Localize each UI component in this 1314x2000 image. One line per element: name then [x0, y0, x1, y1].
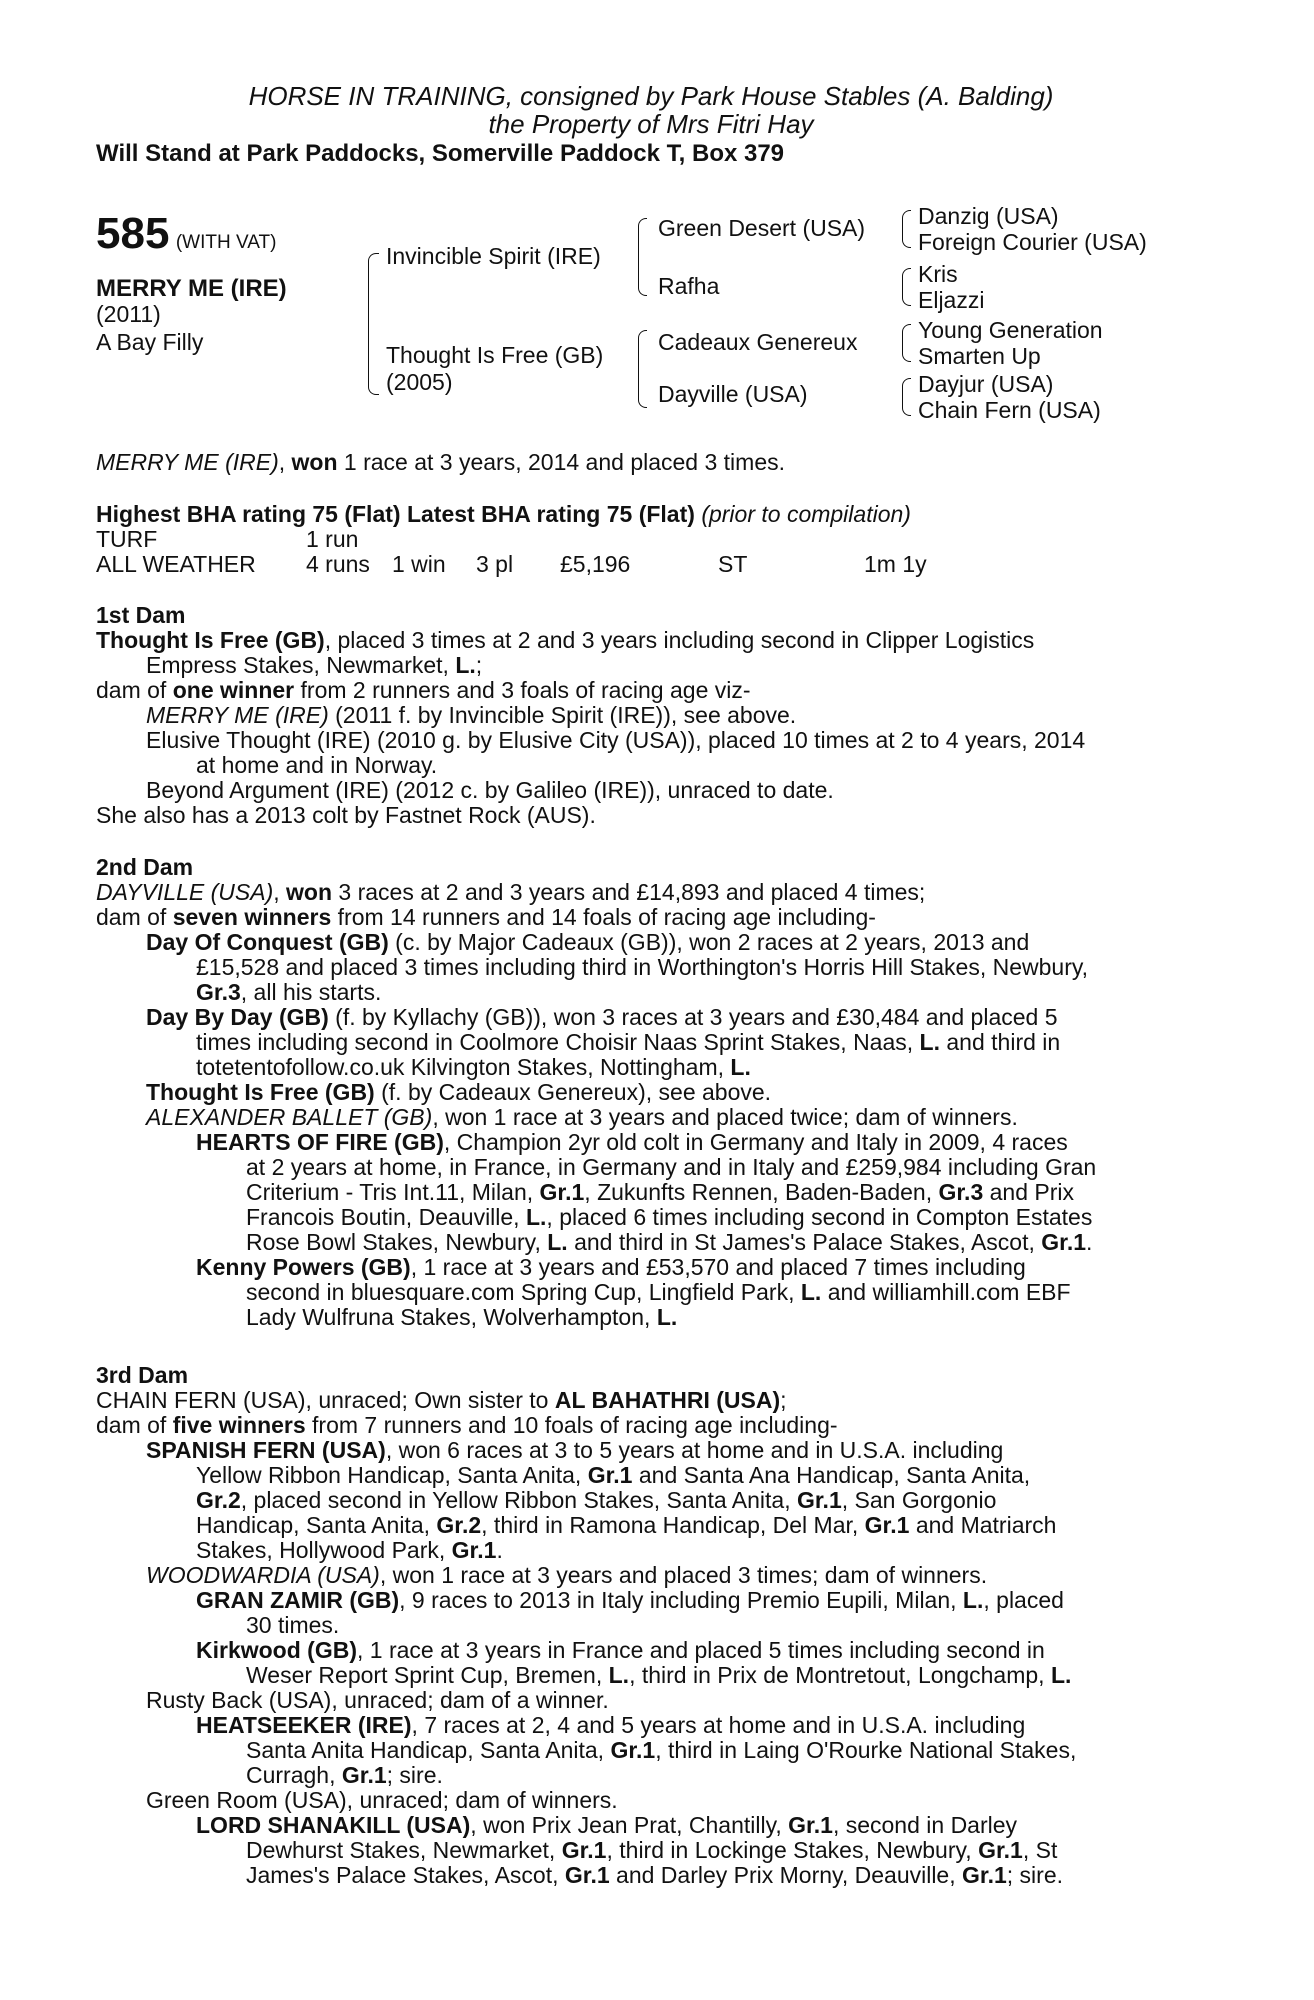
pedigree-dam: Thought Is Free (GB) — [386, 342, 604, 368]
lot-number-row — [96, 209, 277, 258]
second-dam-heading: 2nd Dam — [96, 854, 194, 880]
rating-line: Highest BHA rating 75 (Flat) Latest BHA rating 75 (Flat) (prior to compilation) — [96, 501, 911, 527]
third-dam-section: 3rd Dam CHAIN FERN (USA), unraced; Own sister to AL BAHATHRI (USA); dam of five winners from 7 runners and 10 foals of racing age including- SPANISH FERN (USA), won 6 races at 3 to 5 years at home and in U.S.A. including Yellow Ribbon Handicap, Santa Anita, Gr.1 and Santa Ana Handicap, Santa Anita, Gr.2, placed second in Yellow Ribbon Stakes, Santa Anita, Gr.1, San Gorgonio Handicap, Santa Anita, Gr.2, third in Ramona Handicap, Del Mar, Gr.1 and Matriarch Stakes, Hollywood Park, Gr.1. WOODWARDIA (USA), won 1 race at 3 years and placed 3 times; dam of winners. GRAN ZAMIR (GB), 9 races to 2013 in Italy including Premio Eupili, Milan, L., placed 30 times. Kirkwood (GB), 1 race at 3 years in France and placed 5 times including second in Weser Report Sprint Cup, Bremen, L., third in Prix de Montretout, Longchamp, L. Rusty Back (USA), unraced; dam of a winner. HEATSEEKER (IRE), 7 races at 2, 4 and 5 years at home and in U.S.A. including Santa Anita Handicap, Santa Anita, Gr.1, third in Laing O'Rourke National Stakes, Curragh, Gr.1; sire. Green Room (USA), unraced; dam of winners. LORD SHANAKILL (USA), won Prix Jean Prat, Chantilly, Gr.1, second in Darley Dewhurst Stakes, Newmarket, Gr.1, third in Lockinge Stakes, Newbury, Gr.1, St James's Palace Stakes, Ascot, Gr.1 and Darley Prix Morny, Deauville, Gr.1; sire. — [96, 1363, 1206, 1888]
horse-description: A Bay Filly — [96, 329, 204, 355]
turf-runs: 1 run — [306, 526, 359, 552]
vat-note: (WITH VAT) — [175, 232, 277, 253]
bracket-dd — [902, 378, 911, 416]
pedigree-dd: Dayville (USA) — [658, 381, 808, 407]
aw-placed: 3 pl — [476, 551, 514, 577]
aw-wins: 1 win — [392, 551, 446, 577]
horse-year: (2011) — [96, 301, 161, 327]
aw-distance: 1m 1y — [864, 551, 927, 577]
lot-number: 585 — [96, 209, 170, 258]
bracket-sd — [902, 268, 911, 306]
first-dam-heading: 1st Dam — [96, 602, 186, 628]
aw-money: £5,196 — [560, 551, 631, 577]
property-line: the Property of Mrs Fitri Hay — [488, 109, 814, 139]
pedigree-sd: Rafha — [658, 273, 720, 299]
pedigree-dds: Dayjur (USA) — [918, 371, 1054, 397]
bracket-main — [368, 253, 379, 395]
pedigree-dsd: Smarten Up — [918, 343, 1041, 369]
bracket-ds — [902, 324, 911, 362]
aw-label: ALL WEATHER — [96, 551, 256, 577]
pedigree-sire: Invincible Spirit (IRE) — [386, 243, 601, 269]
race-summary: MERRY ME (IRE), won 1 race at 3 years, 2014 and placed 3 times. — [96, 449, 786, 475]
pedigree-ssd: Foreign Courier (USA) — [918, 229, 1147, 255]
third-dam-heading: 3rd Dam — [96, 1362, 189, 1388]
aw-runs: 4 runs — [306, 551, 370, 577]
second-dam-section: 2nd Dam DAYVILLE (USA), won 3 races at 2 and 3 years and £14,893 and placed 4 times; dam of seven winners from 14 runners and 14 foals of racing age including- Day Of Conquest (GB) (c. by Major Cadeaux (GB)), won 2 races at 2 years, 2013 and £15,528 and placed 3 times including third in Worthington's Horris Hill Stakes, Newbury, Gr.3, all his starts. Day By Day (GB) (f. by Kyllachy (GB)), won 3 races at 3 years and £30,484 and placed 5 times including second in Coolmore Choisir Naas Sprint Stakes, Naas, L. and third in totetentofollow.co.uk Kilvington Stakes, Nottingham, L. Thought Is Free (GB) (f. by Cadeaux Genereux), see above. ALEXANDER BALLET (GB), won 1 race at 3 years and placed twice; dam of winners. HEARTS OF FIRE (GB), Champion 2yr old colt in Germany and Italy in 2009, 4 races at 2 years at home, in France, in Germany and in Italy and £259,984 including Gran Criterium - Tris Int.11, Milan, Gr.1, Zukunfts Rennen, Baden-Baden, Gr.3 and Prix Francois Boutin, Deauville, L., placed 6 times including second in Compton Estates Rose Bowl Stakes, Newbury, L. and third in St James's Palace Stakes, Ascot, Gr.1. Kenny Powers (GB), 1 race at 3 years and £53,570 and placed 7 times including second in bluesquare.com Spring Cup, Lingfield Park, L. and williamhill.com EBF Lady Wulfruna Stakes, Wolverhampton, L. — [96, 855, 1206, 1330]
turf-label: TURF — [96, 526, 158, 552]
bracket-ss — [902, 210, 911, 248]
pedigree-sss: Danzig (USA) — [918, 203, 1059, 229]
bracket-dam — [638, 330, 647, 408]
pedigree-ds: Cadeaux Genereux — [658, 329, 858, 355]
pedigree-dam-year: (2005) — [386, 369, 453, 395]
pedigree-ddd: Chain Fern (USA) — [918, 397, 1101, 423]
consignment-line: HORSE IN TRAINING, consigned by Park House Stables (A. Balding) — [248, 81, 1054, 111]
pedigree-dss: Young Generation — [918, 317, 1103, 343]
aw-surface: ST — [718, 551, 748, 577]
stand-location: Will Stand at Park Paddocks, Somerville Paddock T, Box 379 — [96, 140, 785, 167]
bracket-sire — [638, 218, 647, 296]
pedigree-sdd: Eljazzi — [918, 287, 985, 313]
pedigree-sds: Kris — [918, 261, 958, 287]
horse-name: MERRY ME (IRE) — [96, 275, 287, 302]
pedigree-ss: Green Desert (USA) — [658, 215, 866, 241]
first-dam-section: 1st Dam Thought Is Free (GB), placed 3 times at 2 and 3 years including second in Clipper Logistics Empress Stakes, Newmarket, L.; dam of one winner from 2 runners and 3 foals of racing age viz- MERRY ME (IRE) (2011 f. by Invincible Spirit (IRE)), see above. Elusive Thought (IRE) (2010 g. by Elusive City (USA)), placed 10 times at 2 to 4 years, 2014 at home and in Norway. Beyond Argument (IRE) (2012 c. by Galileo (IRE)), unraced to date. She also has a 2013 colt by Fastnet Rock (AUS). — [96, 603, 1206, 828]
